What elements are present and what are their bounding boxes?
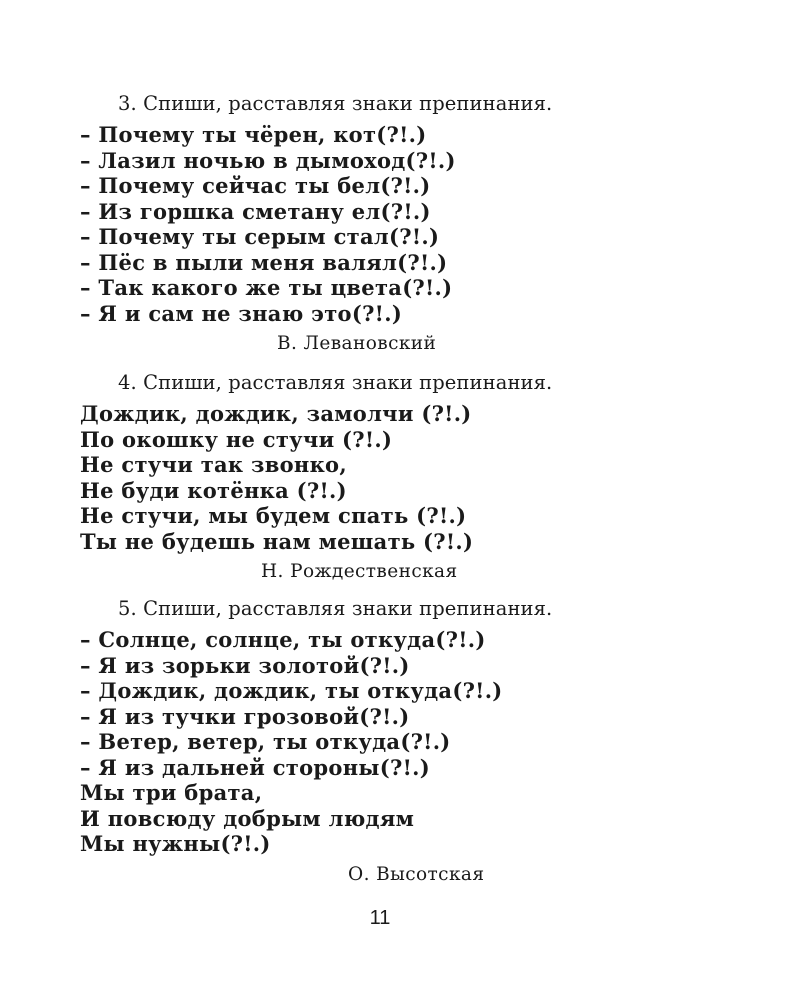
poem-line: – Я из зорьки золотой(?!.) [80, 652, 410, 678]
poem-line: По окошку не стучи (?!.) [80, 426, 393, 452]
poem-line: – Дождик, дождик, ты откуда(?!.) [80, 678, 503, 703]
page-number: 11 [369, 907, 391, 929]
poem-line: – Ветер, ветер, ты откуда(?!.) [80, 729, 451, 754]
poem-line: – Я и сам не знаю это(?!.) [80, 300, 403, 326]
poem [80, 627, 680, 857]
poem-line: – Я из дальней стороны(?!.) [80, 754, 430, 780]
poem-author: Н. Рождественская [261, 561, 458, 582]
poem-author: В. Левановский [277, 333, 437, 354]
poem-line: Дождик, дождик, замолчи (?!.) [80, 401, 472, 426]
exercise-3 [80, 91, 680, 356]
poem-line: Мы нужны(?!.) [80, 831, 271, 856]
poem-line: Мы три брата, [80, 780, 263, 805]
poem-line: – Из горшка сметану ел(?!.) [80, 198, 431, 224]
task-header: 5. Спиши, расставляя знаки препинания. [118, 597, 553, 620]
poem-line: – Лазил ночью в дымоход(?!.) [80, 147, 456, 173]
poem [80, 401, 680, 554]
poem-line: Не стучи, мы будем спать (?!.) [80, 503, 467, 528]
poem-author: О. Высотская [348, 863, 485, 885]
poem-line: – Пёс в пыли меня валял(?!.) [80, 249, 448, 275]
poem-line: – Почему ты серым стал(?!.) [80, 224, 440, 249]
poem-line: – Почему сейчас ты бел(?!.) [80, 173, 431, 198]
poem-line: – Солнце, солнце, ты откуда(?!.) [80, 627, 486, 652]
task-header: 3. Спиши, расставляя знаки препинания. [118, 92, 553, 115]
poem-line: И повсюду добрым людям [80, 805, 415, 831]
exercise-4 [80, 370, 680, 584]
poem-line: – Я из тучки грозовой(?!.) [80, 703, 410, 729]
poem-line: Не буди котёнка (?!.) [80, 477, 347, 503]
poem-line: – Так какого же ты цвета(?!.) [80, 275, 453, 300]
poem-line: Ты не будешь нам мешать (?!.) [80, 528, 474, 554]
poem-line: Не стучи так звонко, [80, 452, 347, 477]
poem-line: – Почему ты чёрен, кот(?!.) [80, 122, 427, 147]
exercise-5 [80, 596, 680, 887]
task-header: 4. Спиши, расставляя знаки препинания. [118, 371, 553, 394]
poem [80, 122, 680, 326]
